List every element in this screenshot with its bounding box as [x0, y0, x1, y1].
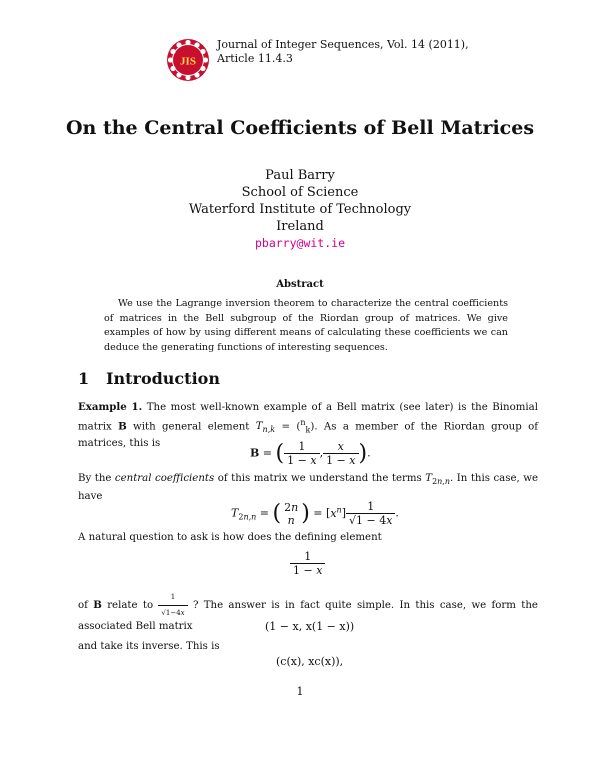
abstract-heading: Abstract	[276, 279, 324, 290]
p4-text-a: of	[78, 600, 88, 611]
answer-paragraph: of B relate to $\frac{1}{√1-4x}$ ? The answer is in fact quite simple. In this case, we form the associated Bell matrix	[78, 590, 538, 635]
example-text-3: . As a member of the Riordan group of matrices, this is	[78, 420, 538, 450]
journal-logo	[166, 38, 210, 82]
page-number: 1	[296, 685, 304, 698]
example-label: Example 1.	[78, 401, 143, 413]
journal-line-2: Article 11.4.3	[217, 52, 293, 65]
section-heading	[78, 369, 220, 388]
section-title: Introduction	[106, 369, 220, 388]
journal-line-1: Journal of Integer Sequences, Vol. 14 (2011),	[217, 38, 469, 51]
author-block	[0, 167, 600, 252]
equation-inverse: (c(x), xc(x)),	[276, 655, 344, 668]
author-name: Paul Barry	[265, 168, 335, 183]
equation-defining-element: $\frac{1}{1 - x}$	[290, 550, 325, 577]
section-number: 1	[78, 369, 90, 388]
author-dept: School of Science	[241, 185, 359, 200]
p4-text-b: relate to	[107, 600, 154, 611]
svg-text:JIS: JIS	[180, 55, 196, 68]
p2-text-c: . In this case, we have	[78, 473, 538, 502]
author-institution: Waterford Institute of Technology	[188, 202, 412, 217]
example-text-2: with general element	[133, 420, 250, 432]
journal-citation	[217, 38, 469, 66]
inverse-paragraph: and take its inverse. This is	[78, 641, 220, 652]
abstract-text: We use the Lagrange inversion theorem to characterize the central coefficients of matrices in the Bell subgroup of the Riordan group of matrices. We give examples of how by using different means of calculating these coefficients we can deduce the generating functions of interesting sequences.	[104, 298, 508, 353]
author-country: Ireland	[276, 219, 324, 234]
author-email-link[interactable]: pbarry@wit.ie	[254, 236, 345, 250]
example-paragraph: Example 1. The most well-known example of a Bell matrix (see later) is the Binomial matrix B with general element $T_{n,k} = (^n_k)$. As a member of the Riordan group of matrices, this is	[78, 401, 538, 450]
central-coefficients-paragraph: By the central coefficients of this matrix we understand the terms $T_{2n,n}$. In this case, we have	[78, 473, 538, 502]
example-text-1: The most well-known example of a Bell matrix (see later) is the Binomial matrix	[78, 402, 538, 432]
equation-binomial: B = ( $\frac{1}{1 - x}$ , $\frac{x}{1 - x}$ ).	[250, 440, 371, 467]
p4-text-c: ? The answer is in fact quite simple. In this case, we form the associated Bell matrix	[78, 600, 538, 632]
equation-central: $T_{2n,n}$ = ( 2n n ) = $[x^n]$ $\frac{1}{√1 - 4x}$ .	[231, 500, 399, 527]
paper-title: On the Central Coefficients of Bell Matrices	[65, 117, 535, 139]
question-paragraph: A natural question to ask is how does the defining element	[78, 532, 382, 543]
equation-bell-matrix: (1 − x, x(1 − x))	[265, 620, 355, 633]
p2-text-b: of this matrix we understand the terms	[217, 473, 422, 484]
p2-text-a: By the	[78, 473, 112, 484]
p2-emphasis: central coefficients	[114, 473, 215, 484]
